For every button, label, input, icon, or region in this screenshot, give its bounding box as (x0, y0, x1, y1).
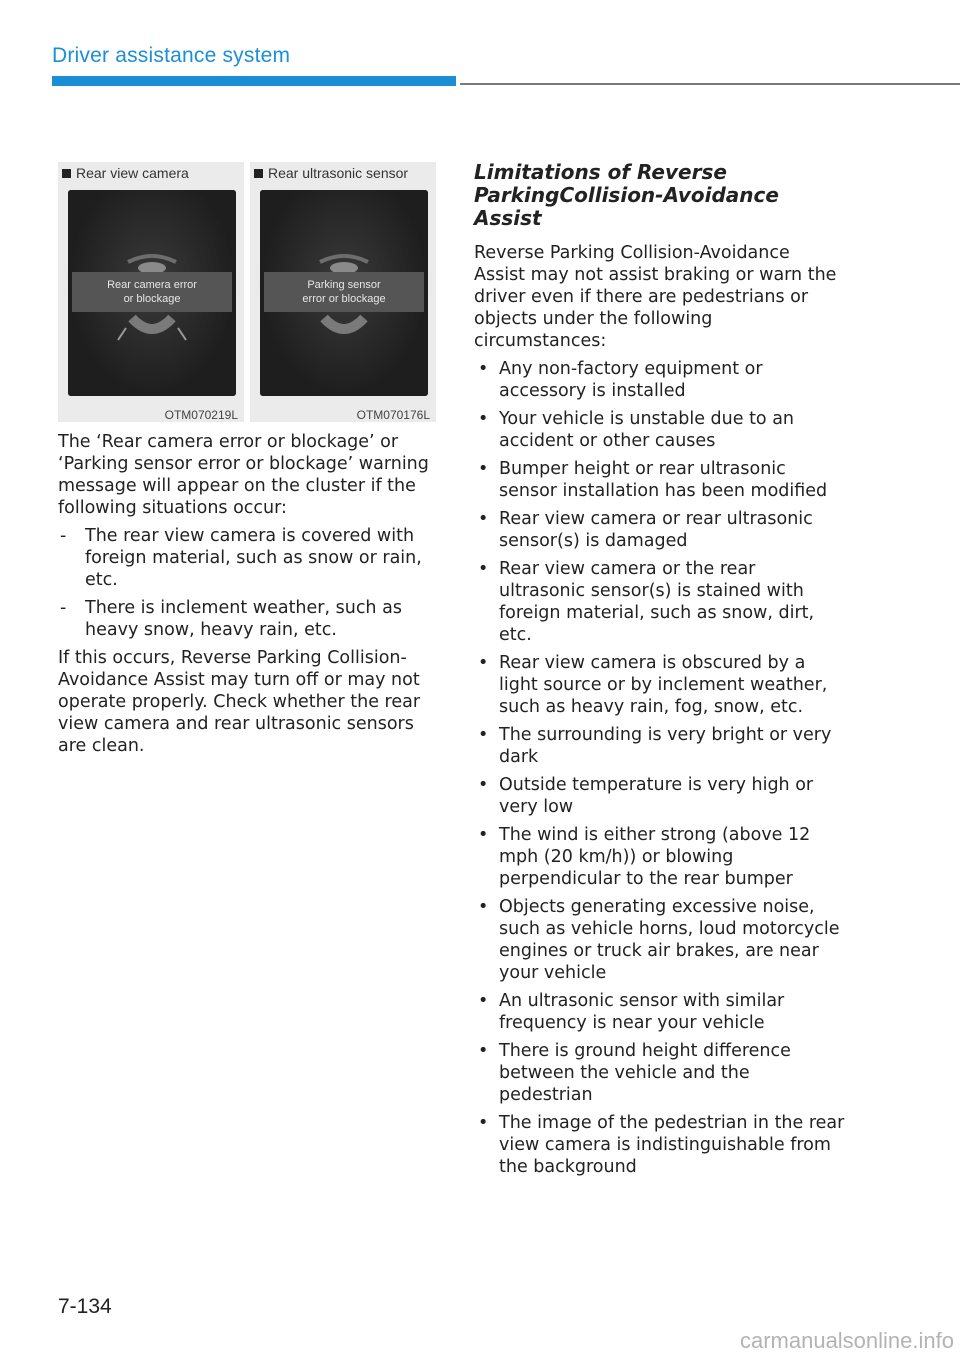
figure-label: Rear ultrasonic sensor (268, 165, 409, 181)
list-item: • Your vehicle is unstable due to an accident or other causes (478, 409, 795, 451)
right-column (474, 161, 846, 1184)
list-item: - There is inclement weather, such as heavy snow, heavy rain, etc. (60, 598, 402, 640)
bullet-marker: • (478, 725, 489, 745)
bullet-marker: • (478, 897, 489, 917)
dash-marker: - (60, 598, 67, 618)
bullet-marker: • (478, 775, 489, 795)
header-accent-bar (52, 76, 456, 86)
screen-message-line2: or blockage (123, 293, 181, 305)
bullet-marker: • (478, 509, 489, 529)
bullet-marker: • (478, 1041, 489, 1061)
list-item: • Rear view camera is obscured by a light source or by inclement weather, such as heavy rain, fog, snow, etc. (478, 653, 828, 717)
page-number: 7-134 (58, 1295, 112, 1318)
situation-list (58, 525, 443, 641)
list-item: • There is ground height difference between the vehicle and the pedestrian (478, 1041, 791, 1105)
figure-label: Rear view camera (76, 165, 189, 181)
figure-rear-view-camera (58, 162, 244, 422)
header-divider-line (460, 83, 960, 85)
dash-marker: - (60, 526, 67, 546)
square-bullet-icon (62, 169, 71, 178)
intro-paragraph: Reverse Parking Collision-Avoidance Assist may not assist braking or warn the driver even if there are pedestrians or objects under the following circumstances: (474, 243, 837, 351)
cluster-screen (68, 190, 236, 396)
screen-message-line2: error or blockage (302, 293, 386, 305)
car-sensor-icon (68, 190, 236, 396)
bullet-marker: • (478, 991, 489, 1011)
section-header-title: Driver assistance system (52, 44, 291, 67)
square-bullet-icon (254, 169, 263, 178)
bullet-marker: • (478, 359, 489, 379)
list-item: • The image of the pedestrian in the rear view camera is indistinguishable from the background (478, 1113, 845, 1177)
section-title: Limitations of Reverse ParkingCollision-Avoidance Assist (474, 160, 779, 230)
screen-message-line1: Rear camera error (107, 279, 197, 291)
bullet-marker: • (478, 825, 489, 845)
list-item: • Objects generating excessive noise, such as vehicle horns, loud motorcycle engines or truck air brakes, are near your vehicle (478, 897, 840, 983)
screen-message-line1: Parking sensor (307, 279, 381, 291)
list-item: • Rear view camera or the rear ultrasonic sensor(s) is stained with foreign material, such as snow, dirt, etc. (478, 559, 815, 645)
car-sensor-icon (260, 190, 428, 396)
bullet-marker: • (478, 459, 489, 479)
bullet-marker: • (478, 409, 489, 429)
list-item: • The surrounding is very bright or very dark (478, 725, 832, 767)
list-item: • An ultrasonic sensor with similar frequency is near your vehicle (478, 991, 785, 1033)
list-item: • Bumper height or rear ultrasonic sensor installation has been modified (478, 459, 828, 501)
figure-code: OTM070176L (356, 408, 430, 422)
cluster-screen (260, 190, 428, 396)
left-column (58, 431, 443, 763)
bullet-marker: • (478, 559, 489, 579)
list-item: • The wind is either strong (above 12 mph (20 km/h)) or blowing perpendicular to the rear bumper (478, 825, 811, 889)
bullet-marker: • (478, 1113, 489, 1133)
list-item: • Outside temperature is very high or very low (478, 775, 814, 817)
intro-paragraph: The ‘Rear camera error or blockage’ or ‘Parking sensor error or blockage’ warning message will appear on the cluster if the following situations occur: (58, 432, 429, 518)
figure-rear-ultrasonic-sensor (250, 162, 436, 422)
bullet-marker: • (478, 653, 489, 673)
figure-code: OTM070219L (164, 408, 238, 422)
outro-paragraph: If this occurs, Reverse Parking Collision-Avoidance Assist may turn off or may not operate properly. Check whether the rear view camera and rear ultrasonic sensors are clean. (58, 648, 421, 756)
list-item: - The rear view camera is covered with foreign material, such as snow or rain, etc. (60, 526, 422, 590)
watermark: carmanualsonline.info (739, 1328, 954, 1353)
limitations-list (474, 358, 846, 1178)
list-item: • Rear view camera or rear ultrasonic sensor(s) is damaged (478, 509, 813, 551)
list-item: • Any non-factory equipment or accessory is installed (478, 359, 763, 401)
